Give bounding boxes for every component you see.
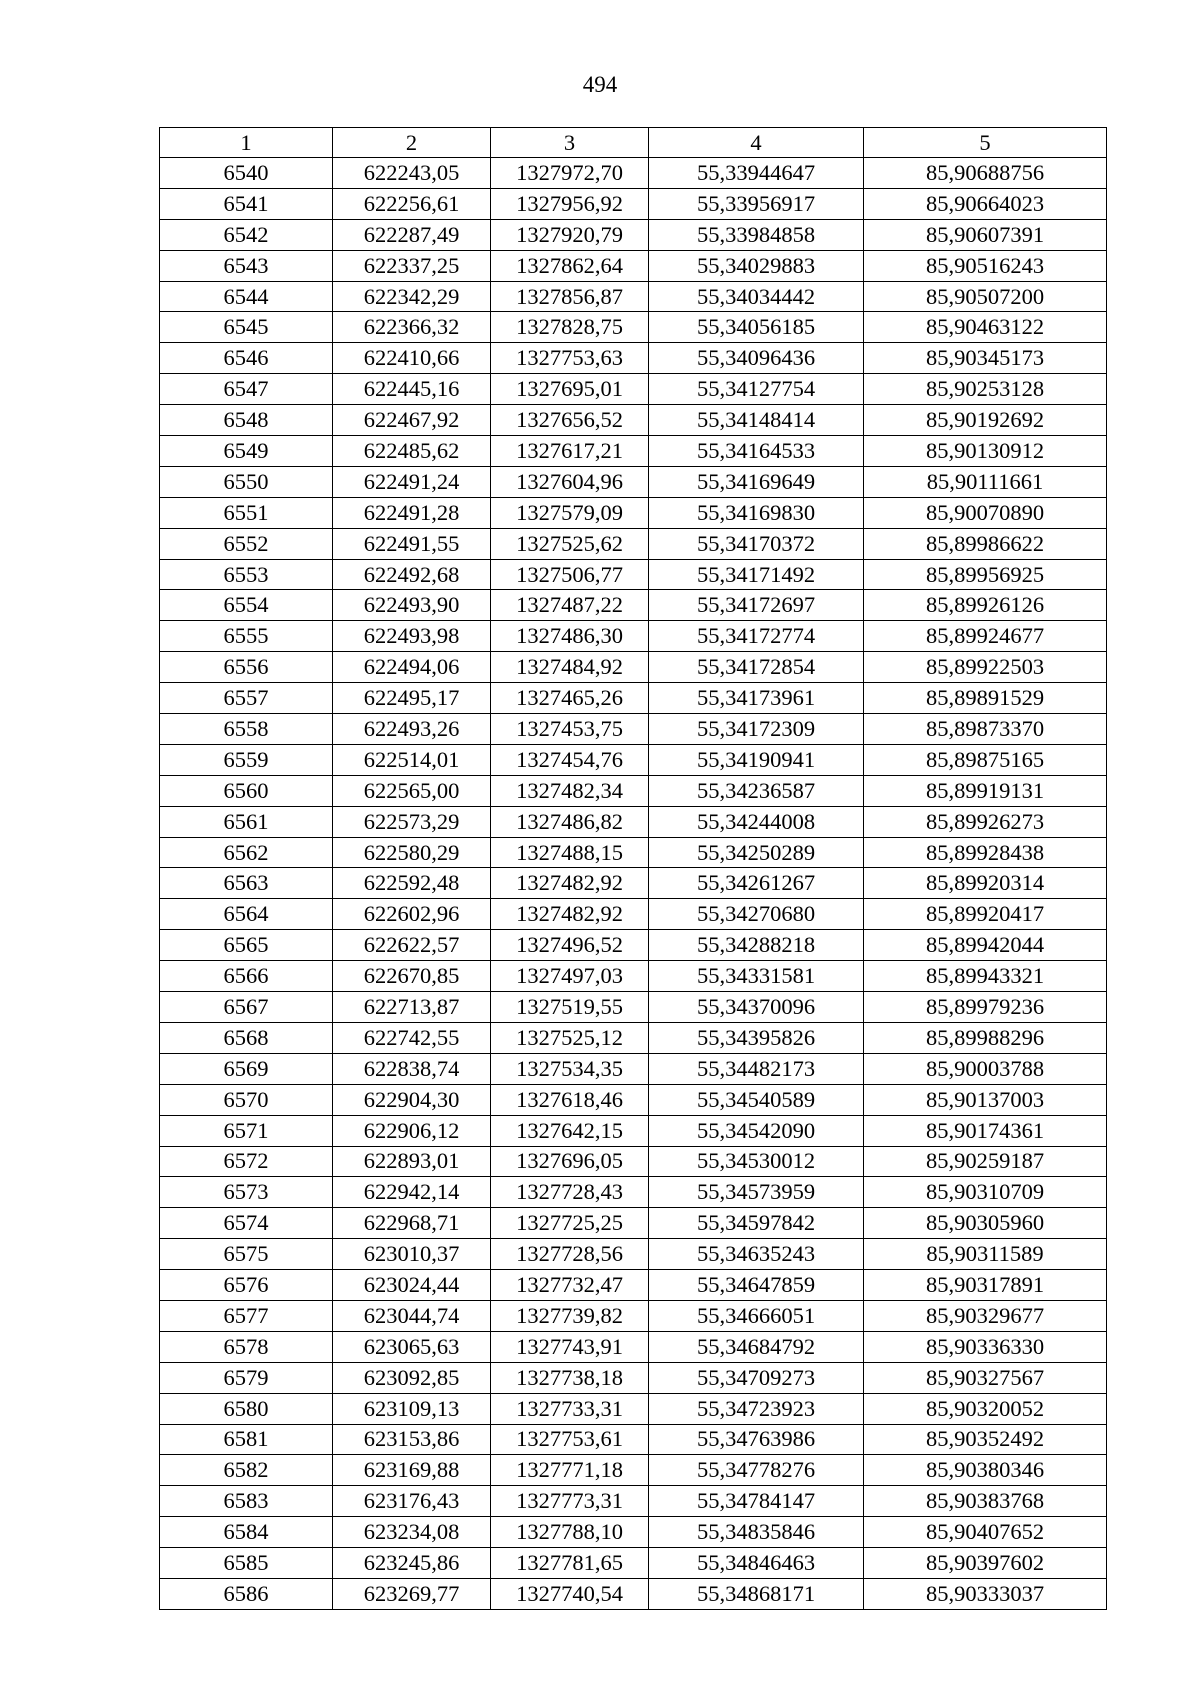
table-row — [160, 1022, 1107, 1053]
table-row — [160, 436, 1107, 467]
table-cell: 85,90329677 — [864, 1300, 1107, 1331]
table-cell: 1327781,65 — [491, 1548, 649, 1579]
table-cell: 622491,55 — [333, 528, 491, 559]
table-row — [160, 559, 1107, 590]
table-cell: 6547 — [160, 374, 333, 405]
table-cell: 85,90336330 — [864, 1331, 1107, 1362]
table-cell: 55,34170372 — [649, 528, 864, 559]
table-cell: 1327732,47 — [491, 1270, 649, 1301]
table-cell: 85,90311589 — [864, 1239, 1107, 1270]
table-cell: 1327856,87 — [491, 281, 649, 312]
table-cell: 55,34171492 — [649, 559, 864, 590]
table-cell: 85,90380346 — [864, 1455, 1107, 1486]
table-cell: 1327743,91 — [491, 1331, 649, 1362]
table-row — [160, 1177, 1107, 1208]
table-cell: 6556 — [160, 652, 333, 683]
table-cell: 55,34034442 — [649, 281, 864, 312]
table-row — [160, 466, 1107, 497]
table-cell: 622493,26 — [333, 714, 491, 745]
table-cell: 622904,30 — [333, 1084, 491, 1115]
table-cell: 622445,16 — [333, 374, 491, 405]
table-cell: 55,34684792 — [649, 1331, 864, 1362]
table-cell: 1327579,09 — [491, 497, 649, 528]
table-cell: 622514,01 — [333, 744, 491, 775]
table-cell: 55,34261267 — [649, 868, 864, 899]
table-cell: 1327753,63 — [491, 343, 649, 374]
table-cell: 6583 — [160, 1486, 333, 1517]
table-cell: 1327519,55 — [491, 992, 649, 1023]
table-cell: 55,34868171 — [649, 1578, 864, 1609]
table-cell: 623269,77 — [333, 1578, 491, 1609]
table-cell: 6580 — [160, 1393, 333, 1424]
table-cell: 623176,43 — [333, 1486, 491, 1517]
table-cell: 55,34096436 — [649, 343, 864, 374]
table-cell: 55,34635243 — [649, 1239, 864, 1270]
table-row — [160, 405, 1107, 436]
table-cell: 6576 — [160, 1270, 333, 1301]
table-cell: 622906,12 — [333, 1115, 491, 1146]
table-cell: 1327482,92 — [491, 899, 649, 930]
table-cell: 6575 — [160, 1239, 333, 1270]
table-cell: 622670,85 — [333, 961, 491, 992]
table-cell: 85,90259187 — [864, 1146, 1107, 1177]
table-cell: 85,90333037 — [864, 1578, 1107, 1609]
table-cell: 55,34370096 — [649, 992, 864, 1023]
table-cell: 55,34148414 — [649, 405, 864, 436]
table-row — [160, 1146, 1107, 1177]
table-cell: 623065,63 — [333, 1331, 491, 1362]
table-cell: 6568 — [160, 1022, 333, 1053]
table-cell: 6567 — [160, 992, 333, 1023]
table-cell: 85,89875165 — [864, 744, 1107, 775]
table-cell: 85,89919131 — [864, 775, 1107, 806]
table-cell: 55,34270680 — [649, 899, 864, 930]
table-cell: 1327753,61 — [491, 1424, 649, 1455]
table-cell: 622968,71 — [333, 1208, 491, 1239]
table-cell: 85,89988296 — [864, 1022, 1107, 1053]
table-cell: 1327482,92 — [491, 868, 649, 899]
table-cell: 6549 — [160, 436, 333, 467]
table-cell: 6566 — [160, 961, 333, 992]
table-cell: 55,34173961 — [649, 683, 864, 714]
table-cell: 85,90516243 — [864, 250, 1107, 281]
table-row — [160, 1455, 1107, 1486]
table-cell: 6559 — [160, 744, 333, 775]
table-cell: 55,34172774 — [649, 621, 864, 652]
table-cell: 6584 — [160, 1517, 333, 1548]
table-cell: 85,90174361 — [864, 1115, 1107, 1146]
table-cell: 6558 — [160, 714, 333, 745]
table-row — [160, 961, 1107, 992]
table-row — [160, 652, 1107, 683]
table-cell: 622893,01 — [333, 1146, 491, 1177]
table-cell: 1327486,30 — [491, 621, 649, 652]
table-cell: 6553 — [160, 559, 333, 590]
table-cell: 622838,74 — [333, 1053, 491, 1084]
table-cell: 85,90137003 — [864, 1084, 1107, 1115]
table-cell: 622573,29 — [333, 806, 491, 837]
table-cell: 6562 — [160, 837, 333, 868]
table-cell: 55,34647859 — [649, 1270, 864, 1301]
table-cell: 622366,32 — [333, 312, 491, 343]
table-row — [160, 188, 1107, 219]
table-cell: 55,33984858 — [649, 219, 864, 250]
table-cell: 622602,96 — [333, 899, 491, 930]
table-cell: 55,34597842 — [649, 1208, 864, 1239]
table-cell: 622493,90 — [333, 590, 491, 621]
table-cell: 1327534,35 — [491, 1053, 649, 1084]
table-cell: 85,90607391 — [864, 219, 1107, 250]
table-row — [160, 343, 1107, 374]
coordinates-table — [159, 127, 1107, 1610]
table-cell: 55,34482173 — [649, 1053, 864, 1084]
table-cell: 6543 — [160, 250, 333, 281]
table-cell: 1327604,96 — [491, 466, 649, 497]
table-row — [160, 1424, 1107, 1455]
table-cell: 622485,62 — [333, 436, 491, 467]
table-cell: 55,34573959 — [649, 1177, 864, 1208]
table-row — [160, 1362, 1107, 1393]
table-cell: 1327771,18 — [491, 1455, 649, 1486]
table-row — [160, 1270, 1107, 1301]
table-cell: 6552 — [160, 528, 333, 559]
table-cell: 622337,25 — [333, 250, 491, 281]
table-row — [160, 806, 1107, 837]
table-cell: 85,90383768 — [864, 1486, 1107, 1517]
table-cell: 6563 — [160, 868, 333, 899]
table-cell: 1327788,10 — [491, 1517, 649, 1548]
table-cell: 1327956,92 — [491, 188, 649, 219]
table-cell: 6574 — [160, 1208, 333, 1239]
table-cell: 6578 — [160, 1331, 333, 1362]
table-cell: 55,34709273 — [649, 1362, 864, 1393]
table-cell: 6541 — [160, 188, 333, 219]
table-cell: 85,90305960 — [864, 1208, 1107, 1239]
header-row — [160, 128, 1107, 158]
table-row — [160, 1239, 1107, 1270]
table-row — [160, 1486, 1107, 1517]
table-cell: 623234,08 — [333, 1517, 491, 1548]
table-row — [160, 497, 1107, 528]
table-cell: 6554 — [160, 590, 333, 621]
table-cell: 85,90317891 — [864, 1270, 1107, 1301]
table-cell: 85,89873370 — [864, 714, 1107, 745]
table-cell: 622494,06 — [333, 652, 491, 683]
column-header: 3 — [491, 128, 649, 158]
table-row — [160, 744, 1107, 775]
table-cell: 55,33956917 — [649, 188, 864, 219]
table-row — [160, 1331, 1107, 1362]
table-cell: 55,33944647 — [649, 158, 864, 189]
table-cell: 6565 — [160, 930, 333, 961]
table-cell: 6544 — [160, 281, 333, 312]
table-cell: 55,34540589 — [649, 1084, 864, 1115]
table-cell: 6548 — [160, 405, 333, 436]
table-row — [160, 281, 1107, 312]
table-cell: 622287,49 — [333, 219, 491, 250]
table-cell: 85,90397602 — [864, 1548, 1107, 1579]
table-cell: 1327497,03 — [491, 961, 649, 992]
table-cell: 623024,44 — [333, 1270, 491, 1301]
table-cell: 623245,86 — [333, 1548, 491, 1579]
table-cell: 622492,68 — [333, 559, 491, 590]
table-cell: 55,34288218 — [649, 930, 864, 961]
table-cell: 623153,86 — [333, 1424, 491, 1455]
table-cell: 1327739,82 — [491, 1300, 649, 1331]
table-row — [160, 312, 1107, 343]
table-cell: 623044,74 — [333, 1300, 491, 1331]
table-cell: 55,34244008 — [649, 806, 864, 837]
table-cell: 622493,98 — [333, 621, 491, 652]
table-cell: 55,34029883 — [649, 250, 864, 281]
table-row — [160, 374, 1107, 405]
table-cell: 85,90345173 — [864, 343, 1107, 374]
table-cell: 55,34331581 — [649, 961, 864, 992]
table-cell: 6561 — [160, 806, 333, 837]
table-row — [160, 1053, 1107, 1084]
table-cell: 85,89928438 — [864, 837, 1107, 868]
table-cell: 55,34236587 — [649, 775, 864, 806]
table-row — [160, 158, 1107, 189]
table-cell: 1327828,75 — [491, 312, 649, 343]
table-cell: 1327525,62 — [491, 528, 649, 559]
table-cell: 55,34169830 — [649, 497, 864, 528]
table-cell: 55,34763986 — [649, 1424, 864, 1455]
table-cell: 623010,37 — [333, 1239, 491, 1270]
table-row — [160, 1517, 1107, 1548]
table-cell: 6555 — [160, 621, 333, 652]
table-cell: 6564 — [160, 899, 333, 930]
table-cell: 85,89922503 — [864, 652, 1107, 683]
page-number: 494 — [582, 72, 618, 97]
table-cell: 85,89926273 — [864, 806, 1107, 837]
table-cell: 1327486,82 — [491, 806, 649, 837]
table-cell: 622622,57 — [333, 930, 491, 961]
table-cell: 55,34172697 — [649, 590, 864, 621]
table-cell: 1327525,12 — [491, 1022, 649, 1053]
table-cell: 1327773,31 — [491, 1486, 649, 1517]
column-header: 5 — [864, 128, 1107, 158]
table-cell: 55,34666051 — [649, 1300, 864, 1331]
table-cell: 55,34250289 — [649, 837, 864, 868]
table-cell: 622491,28 — [333, 497, 491, 528]
table-cell: 55,34723923 — [649, 1393, 864, 1424]
table-cell: 622410,66 — [333, 343, 491, 374]
table-cell: 85,90407652 — [864, 1517, 1107, 1548]
column-header: 4 — [649, 128, 864, 158]
table-row — [160, 930, 1107, 961]
table-cell: 55,34846463 — [649, 1548, 864, 1579]
table-cell: 85,90320052 — [864, 1393, 1107, 1424]
table-cell: 1327488,15 — [491, 837, 649, 868]
table-cell: 1327487,22 — [491, 590, 649, 621]
table-cell: 55,34530012 — [649, 1146, 864, 1177]
table-row — [160, 621, 1107, 652]
table-cell: 85,90130912 — [864, 436, 1107, 467]
table-cell: 622342,29 — [333, 281, 491, 312]
table-cell: 85,90463122 — [864, 312, 1107, 343]
table-body — [160, 158, 1107, 1610]
table-cell: 1327733,31 — [491, 1393, 649, 1424]
table-cell: 85,90507200 — [864, 281, 1107, 312]
table-cell: 85,90003788 — [864, 1053, 1107, 1084]
table-cell: 6569 — [160, 1053, 333, 1084]
table-cell: 85,89924677 — [864, 621, 1107, 652]
table-cell: 85,90253128 — [864, 374, 1107, 405]
column-header: 1 — [160, 128, 333, 158]
table-cell: 85,89943321 — [864, 961, 1107, 992]
table-cell: 6579 — [160, 1362, 333, 1393]
table-cell: 6582 — [160, 1455, 333, 1486]
table-cell: 622491,24 — [333, 466, 491, 497]
table-row — [160, 683, 1107, 714]
table-cell: 1327454,76 — [491, 744, 649, 775]
table-cell: 85,90664023 — [864, 188, 1107, 219]
table-cell: 85,89979236 — [864, 992, 1107, 1023]
table-cell: 85,90192692 — [864, 405, 1107, 436]
table-cell: 85,89926126 — [864, 590, 1107, 621]
table-cell: 622256,61 — [333, 188, 491, 219]
table-row — [160, 1548, 1107, 1579]
table-row — [160, 1084, 1107, 1115]
table-cell: 85,90688756 — [864, 158, 1107, 189]
table-cell: 6571 — [160, 1115, 333, 1146]
table-cell: 6546 — [160, 343, 333, 374]
table-cell: 85,89942044 — [864, 930, 1107, 961]
table-cell: 6573 — [160, 1177, 333, 1208]
table-row — [160, 899, 1107, 930]
column-header: 2 — [333, 128, 491, 158]
table-cell: 1327862,64 — [491, 250, 649, 281]
table-cell: 55,34172309 — [649, 714, 864, 745]
table-cell: 55,34835846 — [649, 1517, 864, 1548]
table-cell: 85,90111661 — [864, 466, 1107, 497]
table-cell: 6572 — [160, 1146, 333, 1177]
table-cell: 85,90327567 — [864, 1362, 1107, 1393]
table-cell: 1327695,01 — [491, 374, 649, 405]
table-cell: 6540 — [160, 158, 333, 189]
table-row — [160, 1300, 1107, 1331]
table-cell: 623169,88 — [333, 1455, 491, 1486]
table-row — [160, 992, 1107, 1023]
table-cell: 85,89986622 — [864, 528, 1107, 559]
table-cell: 1327696,05 — [491, 1146, 649, 1177]
table-cell: 622565,00 — [333, 775, 491, 806]
table-cell: 55,34127754 — [649, 374, 864, 405]
table-cell: 622495,17 — [333, 683, 491, 714]
table-cell: 622592,48 — [333, 868, 491, 899]
table-row — [160, 1393, 1107, 1424]
table-cell: 6551 — [160, 497, 333, 528]
table-cell: 1327725,25 — [491, 1208, 649, 1239]
table-row — [160, 1115, 1107, 1146]
table-cell: 1327920,79 — [491, 219, 649, 250]
table-row — [160, 1208, 1107, 1239]
table-cell: 622742,55 — [333, 1022, 491, 1053]
table-cell: 85,90352492 — [864, 1424, 1107, 1455]
table-cell: 1327642,15 — [491, 1115, 649, 1146]
table-row — [160, 837, 1107, 868]
table-cell: 6542 — [160, 219, 333, 250]
table-row — [160, 219, 1107, 250]
table-cell: 55,34395826 — [649, 1022, 864, 1053]
table-cell: 6577 — [160, 1300, 333, 1331]
table-cell: 1327972,70 — [491, 158, 649, 189]
table-cell: 6550 — [160, 466, 333, 497]
table-cell: 1327738,18 — [491, 1362, 649, 1393]
table-cell: 1327496,52 — [491, 930, 649, 961]
table-cell: 1327618,46 — [491, 1084, 649, 1115]
table-cell: 6581 — [160, 1424, 333, 1455]
table-cell: 1327482,34 — [491, 775, 649, 806]
table-cell: 85,90070890 — [864, 497, 1107, 528]
table-cell: 622580,29 — [333, 837, 491, 868]
table-row — [160, 590, 1107, 621]
table-cell: 1327506,77 — [491, 559, 649, 590]
table-cell: 622467,92 — [333, 405, 491, 436]
table-row — [160, 1578, 1107, 1609]
table-cell: 622713,87 — [333, 992, 491, 1023]
table-cell: 6586 — [160, 1578, 333, 1609]
table-cell: 6570 — [160, 1084, 333, 1115]
table-cell: 1327453,75 — [491, 714, 649, 745]
table-cell: 622243,05 — [333, 158, 491, 189]
table-cell: 1327617,21 — [491, 436, 649, 467]
table-cell: 55,34190941 — [649, 744, 864, 775]
table-cell: 1327740,54 — [491, 1578, 649, 1609]
table-row — [160, 868, 1107, 899]
table-cell: 1327728,56 — [491, 1239, 649, 1270]
table-cell: 55,34164533 — [649, 436, 864, 467]
table-cell: 1327656,52 — [491, 405, 649, 436]
table-cell: 55,34169649 — [649, 466, 864, 497]
table-cell: 55,34056185 — [649, 312, 864, 343]
table-cell: 6545 — [160, 312, 333, 343]
table-cell: 85,89956925 — [864, 559, 1107, 590]
table-cell: 55,34172854 — [649, 652, 864, 683]
table-cell: 6557 — [160, 683, 333, 714]
table-cell: 55,34784147 — [649, 1486, 864, 1517]
table-cell: 622942,14 — [333, 1177, 491, 1208]
table-row — [160, 714, 1107, 745]
table-cell: 55,34778276 — [649, 1455, 864, 1486]
table-cell: 6560 — [160, 775, 333, 806]
table-cell: 85,89920417 — [864, 899, 1107, 930]
table-cell: 6585 — [160, 1548, 333, 1579]
table-row — [160, 528, 1107, 559]
table-cell: 55,34542090 — [649, 1115, 864, 1146]
table-cell: 85,89891529 — [864, 683, 1107, 714]
table-row — [160, 775, 1107, 806]
table-row — [160, 250, 1107, 281]
table-cell: 85,89920314 — [864, 868, 1107, 899]
table-cell: 85,90310709 — [864, 1177, 1107, 1208]
table-cell: 1327728,43 — [491, 1177, 649, 1208]
table-cell: 623109,13 — [333, 1393, 491, 1424]
table-cell: 1327465,26 — [491, 683, 649, 714]
table-cell: 1327484,92 — [491, 652, 649, 683]
table-cell: 623092,85 — [333, 1362, 491, 1393]
table-header — [160, 128, 1107, 158]
